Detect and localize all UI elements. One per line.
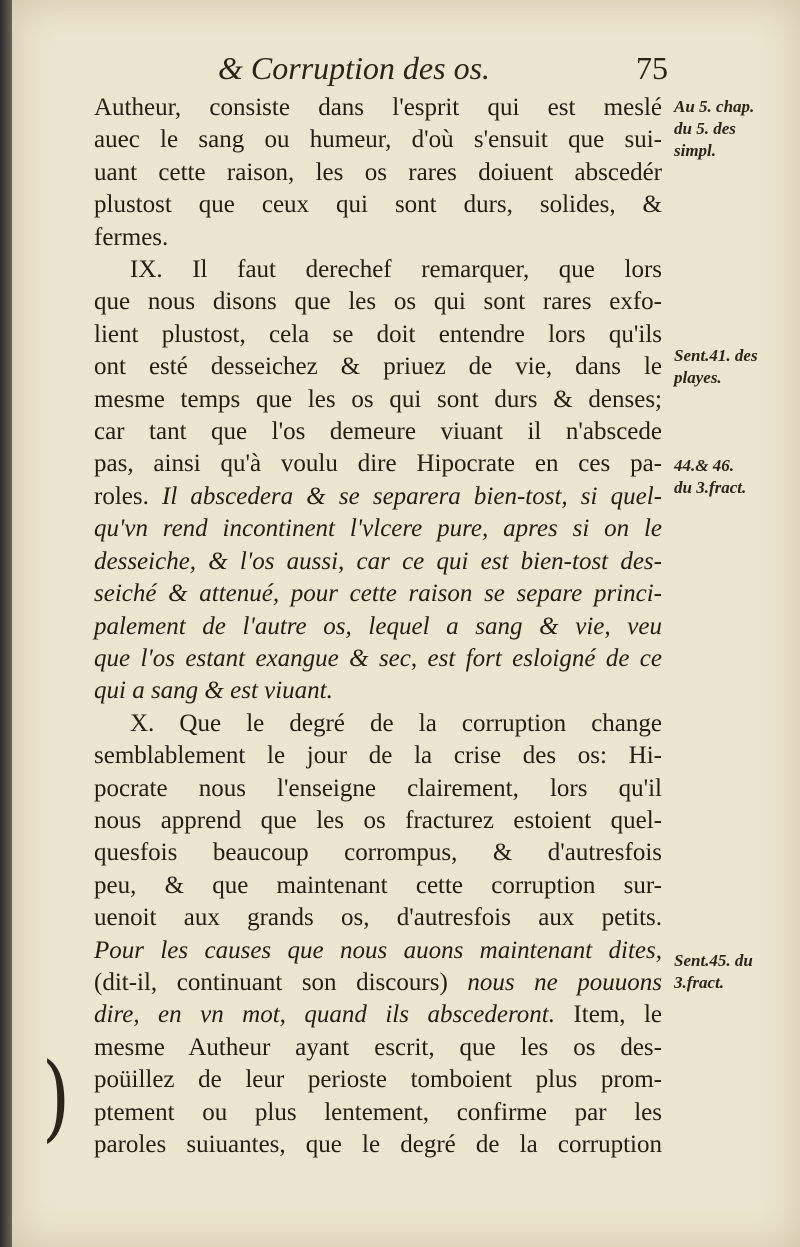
margin-note-line: Sent.41. des xyxy=(674,346,758,365)
text-line-italic-segment: Il abscedera & se separera bien-tost, si quel- xyxy=(148,482,662,510)
text-line xyxy=(94,611,662,643)
text-line-segment: IX. Il faut derechef remarquer, que lors xyxy=(130,256,662,284)
text-line xyxy=(94,935,662,967)
text-line xyxy=(94,384,662,416)
text-line-segment: palement de l'autre os, lequel a sang & vie, veu xyxy=(94,612,662,640)
text-line-segment: que l'os estant exangue & sec, est fort esloigné de ce xyxy=(94,644,662,672)
text-line xyxy=(94,513,662,545)
text-line-segment: Pour les causes que nous auons maintenant dites, xyxy=(94,936,662,964)
text-line xyxy=(94,999,662,1031)
margin-note-line: Au 5. chap. xyxy=(674,97,755,116)
book-page xyxy=(12,0,800,1247)
page-number: 75 xyxy=(636,50,668,86)
margin-note-line: du 3.fract. xyxy=(674,478,747,497)
text-line xyxy=(94,351,662,383)
text-line-segment: uenoit aux grands os, d'autresfois aux petits. xyxy=(94,904,662,932)
text-line-segment: plustost que ceux qui sont durs, solides, & xyxy=(94,191,662,219)
text-line xyxy=(94,319,662,351)
margin-bracket-mark: ) xyxy=(42,1042,71,1152)
text-line-segment: (dit-il, continuant son discours) xyxy=(94,968,448,996)
margin-note-line: du 5. des xyxy=(674,119,736,138)
body-text xyxy=(94,92,662,1161)
text-line xyxy=(94,643,662,675)
text-line xyxy=(94,740,662,772)
text-line xyxy=(94,578,662,610)
text-line xyxy=(94,189,662,221)
text-line-segment: nous apprend que les os fracturez estoient quel- xyxy=(94,806,662,834)
text-line-segment: paroles suiuantes, que le degré de la corruption xyxy=(94,1131,662,1158)
text-line-segment: fermes. xyxy=(94,223,169,251)
text-line xyxy=(94,546,662,578)
text-line xyxy=(94,1097,662,1129)
text-line xyxy=(94,157,662,189)
margin-note-line: 3.fract. xyxy=(674,973,725,992)
text-line xyxy=(94,708,662,740)
text-line xyxy=(94,286,662,318)
margin-note xyxy=(674,950,800,994)
text-line-segment: ont esté desseichez & priuez de vie, dans le xyxy=(94,353,662,381)
text-line-segment: qui a sang & est viuant. xyxy=(94,677,333,705)
text-line-segment: semblablement le jour de la crise des os: Hi- xyxy=(94,742,662,770)
text-line-segment: ptement ou plus lentement, confirme par les xyxy=(94,1098,662,1126)
text-line-segment: auec le sang ou humeur, d'où s'ensuit que sui- xyxy=(94,126,662,154)
text-line-segment: seiché & attenué, pour cette raison se separe princi- xyxy=(94,580,662,608)
text-line-segment: car tant que l'os demeure viuant il n'abscede xyxy=(94,418,662,446)
text-line xyxy=(94,448,662,480)
text-line-segment: que nous disons que les os qui sont rares exfo- xyxy=(94,288,662,316)
text-line-segment: roles. xyxy=(94,482,149,510)
text-line xyxy=(94,481,662,513)
text-line xyxy=(94,837,662,869)
text-line-segment: quesfois beaucoup corrompus, & d'autresfois xyxy=(94,839,662,867)
margin-note xyxy=(674,345,800,389)
running-title: & Corruption des os. xyxy=(218,50,491,86)
text-line-segment: mesme Autheur ayant escrit, que les os des- xyxy=(94,1033,662,1061)
text-line-segment: lient plustost, cela se doit entendre lors qu'ils xyxy=(94,320,662,348)
text-line xyxy=(94,967,662,999)
margin-note-line: Sent.45. du xyxy=(674,951,753,970)
text-line xyxy=(94,902,662,934)
text-line-segment: peu, & que maintenant cette corruption sur- xyxy=(94,871,662,899)
text-line-segment: dire, en vn mot, quand ils abscederont. xyxy=(94,1001,555,1029)
text-line-segment: poüillez de leur perioste tomboient plus prom- xyxy=(94,1066,662,1094)
text-line xyxy=(94,675,662,707)
text-line xyxy=(94,92,662,124)
text-line xyxy=(94,416,662,448)
margin-note-line: 44.& 46. xyxy=(674,456,734,475)
text-line-segment: qu'vn rend incontinent l'vlcere pure, apres si on le xyxy=(94,515,662,543)
margin-note xyxy=(674,96,800,162)
text-line xyxy=(94,124,662,156)
text-line-segment: Autheur, consiste dans l'esprit qui est meslé xyxy=(94,94,662,121)
margin-note xyxy=(674,455,800,499)
text-line xyxy=(94,1129,662,1161)
text-line-italic-segment: nous ne pouuons xyxy=(447,968,662,996)
text-line-segment: mesme temps que les os qui sont durs & denses; xyxy=(94,385,662,413)
text-line xyxy=(94,805,662,837)
text-line-roman-segment: Item, le xyxy=(554,1001,663,1029)
margin-note-line: playes. xyxy=(674,368,722,387)
text-line xyxy=(94,254,662,286)
text-line-segment: pas, ainsi qu'à voulu dire Hipocrate en ces pa- xyxy=(94,450,662,478)
text-line xyxy=(94,870,662,902)
text-line xyxy=(94,1064,662,1096)
text-line xyxy=(94,773,662,805)
margin-note-line: simpl. xyxy=(674,141,717,160)
text-line-segment: desseiche, & l'os aussi, car ce qui est bien-tost des- xyxy=(94,547,662,575)
text-line-segment: pocrate nous l'enseigne clairement, lors qu'il xyxy=(94,774,662,802)
text-line xyxy=(94,1032,662,1064)
scan-edge xyxy=(0,0,12,1247)
text-line xyxy=(94,222,662,254)
text-line-segment: X. Que le degré de la corruption change xyxy=(130,709,662,737)
text-line-segment: uant cette raison, les os rares doiuent abscedér xyxy=(94,158,662,186)
